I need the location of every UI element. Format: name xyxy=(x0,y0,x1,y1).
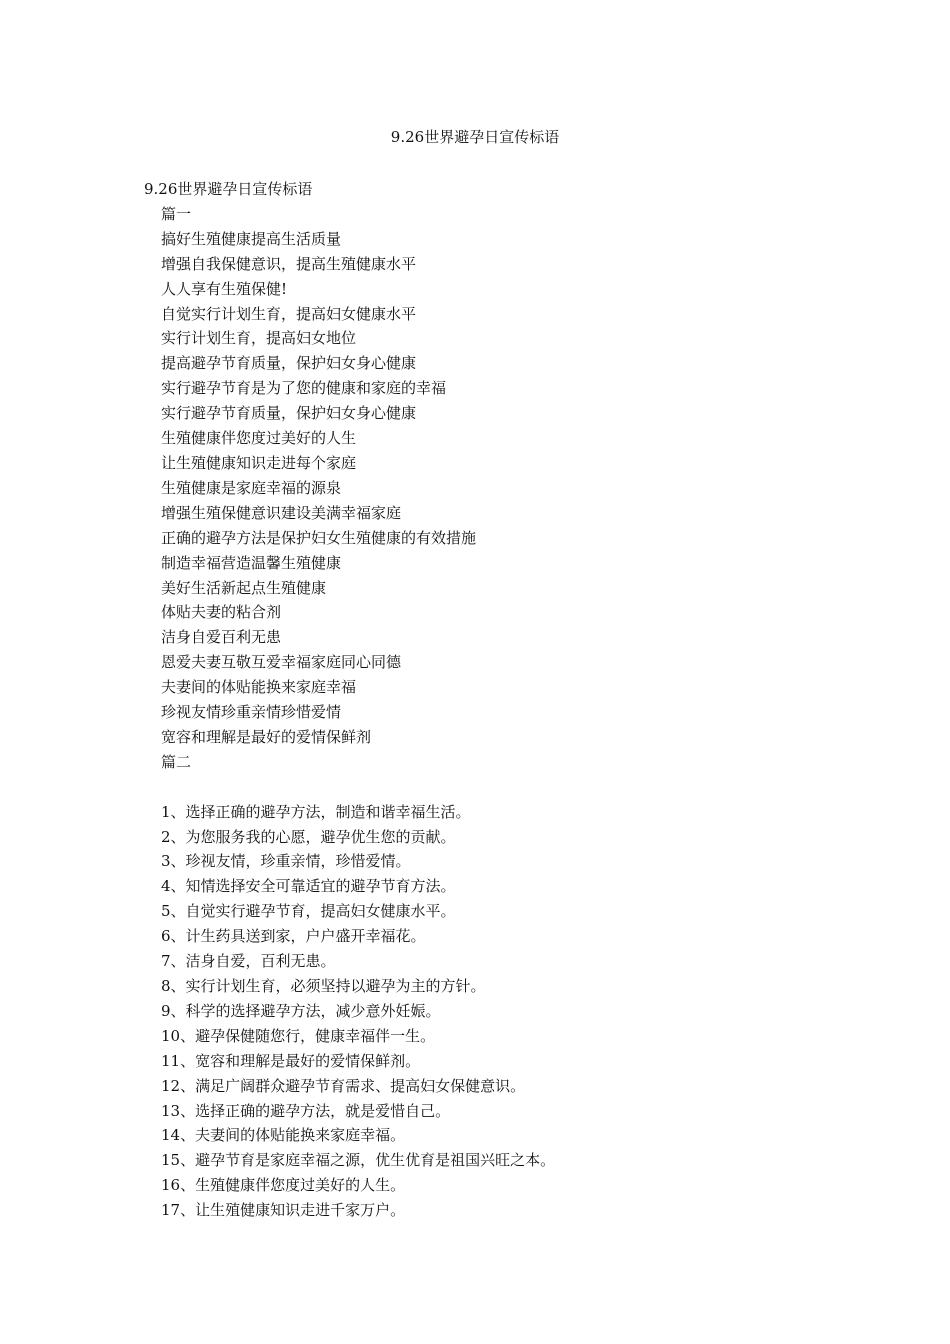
list-item: 增强生殖保健意识建设美满幸福家庭 xyxy=(161,503,402,522)
list-item: 1、选择正确的避孕方法，制造和谐幸福生活。 xyxy=(161,802,471,821)
list-item: 17、让生殖健康知识走进千家万户。 xyxy=(161,1201,406,1220)
list-item: 提高避孕节育质量，保护妇女身心健康 xyxy=(161,354,417,373)
page-title: 9.26世界避孕日宣传标语 xyxy=(390,128,560,146)
list-item: 自觉实行计划生育，提高妇女健康水平 xyxy=(161,304,417,323)
section-label: 篇二 xyxy=(161,752,192,771)
list-item: 制造幸福营造温馨生殖健康 xyxy=(161,553,342,572)
list-item: 16、生殖健康伴您度过美好的人生。 xyxy=(161,1176,406,1195)
section-label: 篇一 xyxy=(161,204,192,223)
list-item: 8、实行计划生育，必须坚持以避孕为主的方针。 xyxy=(161,976,486,995)
list-item: 10、避孕保健随您行，健康幸福伴一生。 xyxy=(161,1026,436,1045)
list-item: 9、科学的选择避孕方法，减少意外妊娠。 xyxy=(161,1001,441,1020)
list-item: 正确的避孕方法是保护妇女生殖健康的有效措施 xyxy=(161,528,477,547)
list-item: 5、自觉实行避孕节育，提高妇女健康水平。 xyxy=(161,902,456,921)
list-item: 珍视友情珍重亲情珍惜爱情 xyxy=(161,703,342,722)
list-item: 搞好生殖健康提高生活质量 xyxy=(161,229,342,248)
slogan-list-2 xyxy=(144,800,844,1223)
list-item: 7、洁身自爱，百利无患。 xyxy=(161,952,336,971)
list-item: 3、珍视友情，珍重亲情，珍惜爱情。 xyxy=(161,852,411,871)
list-item: 15、避孕节育是家庭幸福之源，优生优育是祖国兴旺之本。 xyxy=(161,1151,556,1170)
document-body xyxy=(144,177,844,1223)
list-item: 夫妻间的体贴能换来家庭幸福 xyxy=(161,678,357,697)
list-item: 恩爱夫妻互敬互爱幸福家庭同心同德 xyxy=(161,653,402,672)
list-item: 洁身自爱百利无患 xyxy=(161,628,282,647)
list-item: 增强自我保健意识，提高生殖健康水平 xyxy=(161,254,417,273)
list-item: 11、宽容和理解是最好的爱情保鲜剂。 xyxy=(161,1051,421,1070)
list-item: 6、计生药具送到家，户户盛开幸福花。 xyxy=(161,927,426,946)
slogan-list-1 xyxy=(144,227,844,750)
list-item: 实行计划生育，提高妇女地位 xyxy=(161,329,357,348)
document-heading: 9.26世界避孕日宣传标语 xyxy=(144,180,313,198)
list-item: 人人享有生殖保健! xyxy=(161,279,288,298)
list-item: 实行避孕节育是为了您的健康和家庭的幸福 xyxy=(161,379,447,398)
list-item: 实行避孕节育质量，保护妇女身心健康 xyxy=(161,404,417,423)
list-item: 生殖健康是家庭幸福的源泉 xyxy=(161,478,342,497)
list-item: 体贴夫妻的粘合剂 xyxy=(161,603,282,622)
list-item: 2、为您服务我的心愿，避孕优生您的贡献。 xyxy=(161,827,456,846)
list-item: 生殖健康伴您度过美好的人生 xyxy=(161,429,357,448)
blank-line xyxy=(144,775,844,800)
list-item: 让生殖健康知识走进每个家庭 xyxy=(161,453,357,472)
list-item: 4、知情选择安全可靠适宜的避孕节育方法。 xyxy=(161,877,456,896)
list-item: 美好生活新起点生殖健康 xyxy=(161,578,327,597)
list-item: 13、选择正确的避孕方法，就是爱惜自己。 xyxy=(161,1101,451,1120)
list-item: 宽容和理解是最好的爱情保鲜剂 xyxy=(161,727,372,746)
list-item: 14、夫妻间的体贴能换来家庭幸福。 xyxy=(161,1126,406,1145)
list-item: 12、满足广阔群众避孕节育需求、提高妇女保健意识。 xyxy=(161,1076,526,1095)
